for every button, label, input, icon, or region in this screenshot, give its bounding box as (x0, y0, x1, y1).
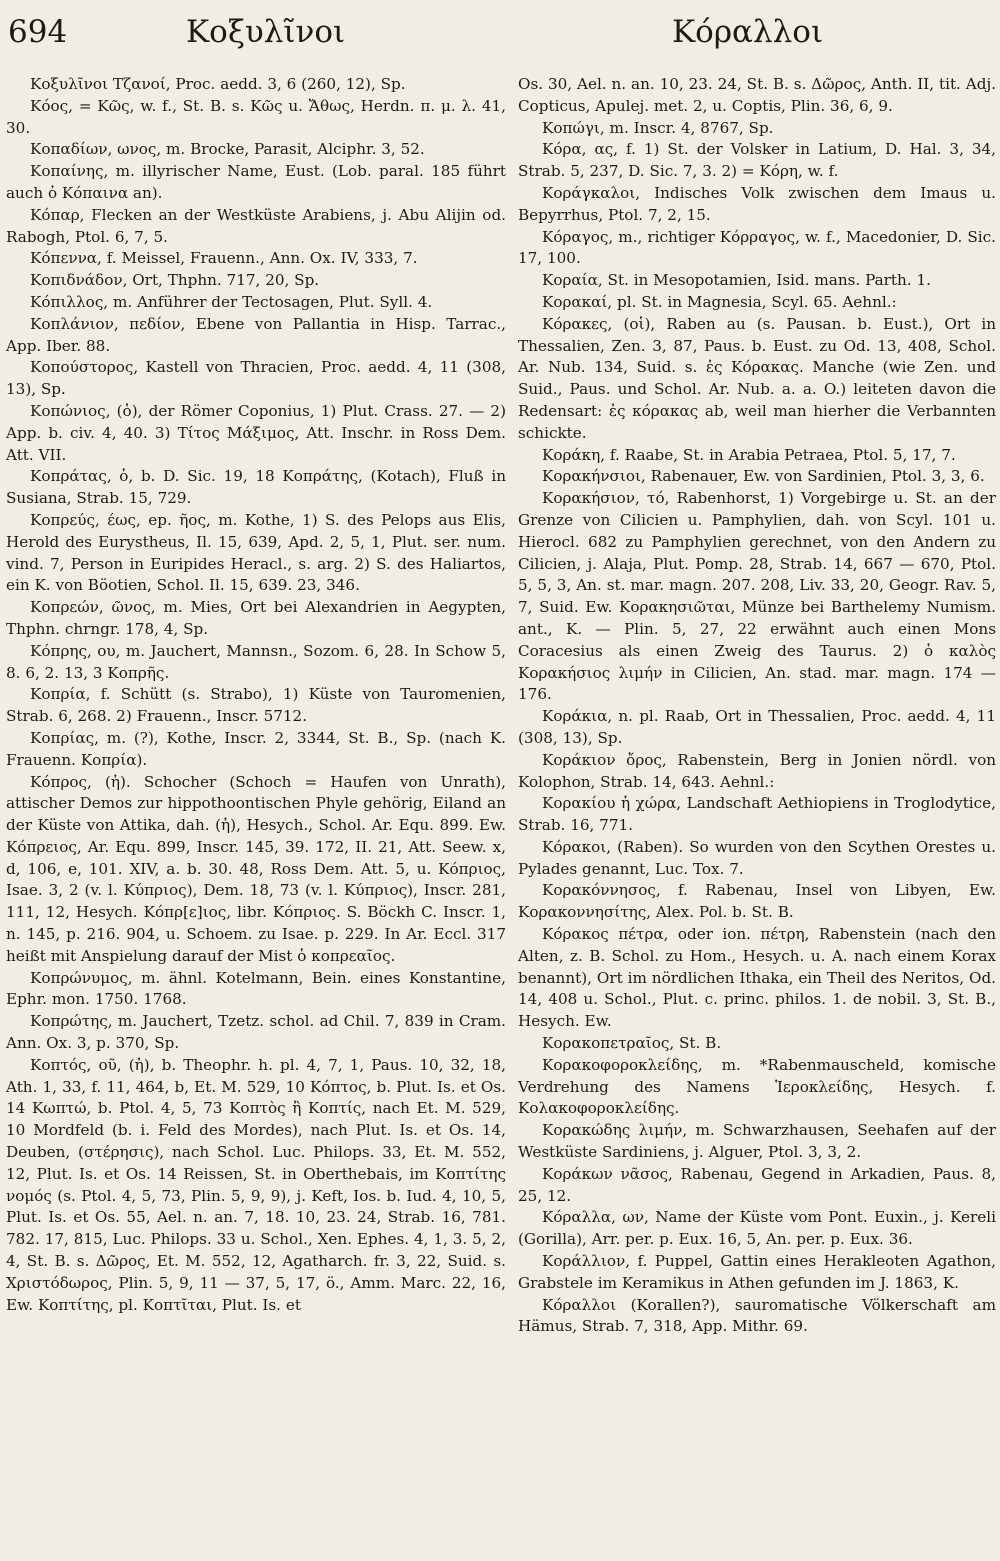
dictionary-entry: Κοπρία, f. Schütt (s. Strabo), 1) Küste von Tauromenien, Strab. 6, 268. 2) Frauenn., Inscr. 5712. (6, 685, 506, 726)
dictionary-entry: Κόπρης, ου, m. Jauchert, Mannsn., Sozom. 6, 28. In Schow 5, 8. 6, 2. 13, 3 Κοπρῆς. (6, 641, 506, 682)
dictionary-entry: Κόρακος πέτρα, oder ion. πέτρη, Rabenstein (nach den Alten, z. B. Schol. zu Hom., Hesych. u. A. nach einem Korax benannt), Ort im nördlichen Ithaka, ein Theil des Neritos, Od. 14, 408 u. Schol., Plut. c. princ. philos. 1. de nobil. 3, St. B., Hesych. Ew. (518, 925, 996, 1031)
dictionary-entry: Κοράκη, f. Raabe, St. in Arabia Petraea, Ptol. 5, 17, 7. (542, 445, 956, 464)
dictionary-entry: Κόπρος, (ἡ). Schocher (Schoch = Haufen von Unrath), attischer Demos zur hippothoontischen Phyle gehörig, Eiland an der Küste von Attika, dah. (ἡ), Hesych., Schol. Ar. Equ. 899. Ew. Κόπρειος, Ar. Equ. 899, Inscr. 145, 39. 172, II. 21, Att. Seew. x, d, 106, e, 101. XIV, a. b. 30. 48, Ross Dem. Att. 5, u. Κόπριος, Isae. 3, 2 (v. l. Κύπριος), Dem. 18, 73 (v. l. Κύπριος), Inscr. 281, 111, 12, Hesych. Κόπρ[ε]ιος, libr. Κόπριος. S. Böckh C. Inscr. 1, n. 145, p. 216. 904, u. Schoem. zu Isae. p. 229. In Ar. Eccl. 317 heißt mit Anspielung darauf der Mist ὁ κοπρεαῖος. (6, 772, 506, 965)
dictionary-entry: Κόρα, ας, f. 1) St. der Volsker in Latium, D. Hal. 3, 34, Strab. 5, 237, D. Sic. 7, 3. 2) = Κόρη, w. f. (518, 140, 996, 181)
dictionary-entry: Κορακώδης λιμήν, m. Schwarzhausen, Seehafen auf der Westküste Sardiniens, j. Alguer, Ptol. 3, 3, 2. (518, 1121, 996, 1162)
dictionary-entry: Κοξυλῖνοι Τζανοί, Proc. aedd. 3, 6 (260, 12), Sp. (30, 75, 406, 93)
dictionary-entry: Κορακήνσιοι, Rabenauer, Ew. von Sardinien, Ptol. 3, 3, 6. (542, 467, 985, 486)
dictionary-entry: Κόρακες, (οἱ), Raben au (s. Pausan. b. Eust.), Ort in Thessalien, Zen. 3, 87, Paus. b. Eust. zu Od. 13, 408, Schol. Ar. Nub. 134, Suid. s. ἐς Κόρακας. Manche (wie Zen. und Suid., Paus. und Schol. Ar. Nub. a. a. O.) leiteten davon die Redensart: ἐς κόρακας ab, weil man hierher die Verbannten schickte. (518, 314, 996, 442)
page-header (0, 0, 1000, 70)
dictionary-entry: Κοπρεύς, έως, ep. ῆος, m. Kothe, 1) S. des Pelops aus Elis, Herold des Eurystheus, Il. 15, 639, Apd. 2, 5, 1, Plut. ser. num. vind. 7, Person in Euripides Heracl., s. arg. 2) S. des Haliartos, ein K. von Böotien, Schol. Il. 15, 639. 23, 346. (6, 510, 506, 595)
dictionary-entry: Κοράκων νᾶσος, Rabenau, Gegend in Arkadien, Paus. 8, 25, 12. (518, 1164, 996, 1205)
dictionary-entry: Κοράκια, n. pl. Raab, Ort in Thessalien, Proc. aedd. 4, 11 (308, 13), Sp. (518, 707, 996, 747)
dictionary-entry: Κοπλάνιον, πεδίον, Ebene von Pallantia in Hisp. Tarrac., App. Iber. 88. (6, 314, 506, 355)
dictionary-entry: Κοπαδίων, ωνος, m. Brocke, Parasit, Alciphr. 3, 52. (30, 140, 425, 159)
page-number: 694 (8, 14, 68, 50)
dictionary-entry: Κόπεννα, f. Meissel, Frauenn., Ann. Ox. IV, 333, 7. (30, 249, 418, 268)
dictionary-entry: Κοραία, St. in Mesopotamien, Isid. mans. Parth. 1. (542, 271, 931, 290)
dictionary-entry: Κοπρεών, ῶνος, m. Mies, Ort bei Alexandrien in Aegypten, Thphn. chrngr. 178, 4, Sp. (6, 598, 506, 638)
dictionary-entry: Κορακήσιον, τό, Rabenhorst, 1) Vorgebirge u. St. an der Grenze von Cilicien u. Pamphylien, dah. von Scyl. 101 u. Hierocl. 682 zu Pamphylien gerechnet, von den Andern zu Cilicien, j. Alaja, Plut. Pomp. 28, Strab. 14, 667 — 670, Ptol. 5, 5, 3, An. st. mar. magn. 207. 208, Liv. 33, 20, Geogr. Rav. 5, 7, Suid. Ew. Κορακησιῶται, Münze bei Barthelemy Numism. ant., K. — Plin. 5, 27, 22 erwähnt auch einen Mons Coracesius als einen Zweig des Taurus. 2) ὁ καλὸς Κορακήσιος λιμήν in Cilicien, An. stad. mar. magn. 174 — 176. (518, 489, 996, 704)
dictionary-entry: Κορακοφορoκλείδης, m. *Rabenmauscheld, komische Verdrehung des Namens Ἱεροκλείδης, Hesych. f. Κολακοφορoκλείδης. (518, 1055, 996, 1118)
dictionary-entry: Κοπρίας, m. (?), Kothe, Inscr. 2, 3344, St. B., Sp. (nach K. Frauenn. Κοπρία). (6, 728, 506, 769)
dictionary-entry: Κορακίου ἡ χώρα, Landschaft Aethiopiens in Troglodytice, Strab. 16, 771. (518, 794, 996, 835)
dictionary-entry: Κορακαί, pl. St. in Magnesia, Scyl. 65. Aehnl.: (542, 292, 897, 311)
dictionary-entry: Κόπιλλος, m. Anführer der Tectosagen, Plut. Syll. 4. (30, 292, 433, 311)
dictionary-entry: Os. 30, Ael. n. an. 10, 23. 24, St. B. s. Δῶρος, Anth. II, tit. Adj. Copticus, Apulej. met. 2, u. Coptis, Plin. 36, 6, 9. (518, 75, 996, 115)
dictionary-entry: Κοράγκαλοι, Indisches Volk zwischen dem Imaus u. Bepyrrhus, Ptol. 7, 2, 15. (518, 183, 996, 224)
right-column (518, 74, 996, 1552)
dictionary-entry: Κόος, = Κῶς, w. f., St. B. s. Κῶς u. Ἄθως, Herdn. π. μ. λ. 41, 30. (6, 96, 506, 137)
dictionary-entry: Κοράλλιον, f. Puppel, Gattin eines Herakleoten Agathon, Grabstele im Keramikus in Athen gefunden im J. 1863, K. (518, 1252, 996, 1292)
dictionary-entry: Κορακοπετραῖος, St. B. (542, 1034, 722, 1053)
right-running-headword: Κόραλλοι (672, 14, 824, 50)
dictionary-entry: Κόραλλοι (Korallen?), sauromatische Völkerschaft am Hämus, Strab. 7, 318, App. Mithr. 69. (518, 1295, 996, 1336)
dictionary-entry: Κορακόννησος, f. Rabenau, Insel von Libyen, Ew. Κορακοννησίτης, Alex. Pol. b. St. B. (518, 881, 996, 922)
dictionary-entry: Κοπιδνάδον, Ort, Thphn. 717, 20, Sp. (30, 271, 320, 290)
dictionary-entry: Κοπώγι, m. Inscr. 4, 8767, Sp. (542, 118, 774, 137)
dictionary-entry: Κοπράτας, ὁ, b. D. Sic. 19, 18 Κοπράτης, (Kotach), Fluß in Susiana, Strab. 15, 729. (6, 467, 506, 508)
dictionary-entry: Κοπώνιος, (ὁ), der Römer Coponius, 1) Plut. Crass. 27. — 2) App. b. civ. 4, 40. 3) Τίτος Μάξιμος, Att. Inschr. in Ross Dem. Att. VII. (6, 401, 506, 464)
left-column (6, 74, 506, 1552)
dictionary-entry: Κοπαίνης, m. illyrischer Name, Eust. (Lob. paral. 185 führt auch ὁ Κόπαινα an). (6, 162, 506, 202)
left-running-headword: Κοξυλῖνοι (186, 14, 346, 50)
dictionary-entry: Κόρακοι, (Raben). So wurden von den Scythen Orestes u. Pylades genannt, Luc. Tox. 7. (518, 837, 996, 878)
dictionary-entry: Κόραλλα, ων, Name der Küste vom Pont. Euxin., j. Kereli (Gorilla), Arr. per. p. Eux. 16, 5, An. per. p. Eux. 36. (518, 1208, 996, 1249)
dictionary-entry: Κοράκιον ὄρος, Rabenstein, Berg in Jonien nördl. von Kolophon, Strab. 14, 643. Aehnl.: (518, 750, 996, 791)
dictionary-entry: Κόραγος, m., richtiger Κόρραγος, w. f., Macedonier, D. Sic. 17, 100. (518, 227, 996, 268)
dictionary-entry: Κοπτός, οῦ, (ἡ), b. Theophr. h. pl. 4, 7, 1, Paus. 10, 32, 18, Ath. 1, 33, f. 11, 464, b, Et. M. 529, 10 Κόπτος, b. Plut. Is. et Os. 14 Κωπτώ, b. Ptol. 4, 5, 73 Κοπτὸς ἢ Κοπτίς, nach Et. M. 529, 10 Mordfeld (b. i. Feld des Mordes), nach Plut. Is. et Os. 14, Deuben, (στέρησις), nach Schol. Luc. Philops. 33, Et. M. 552, 12, Plut. Is. et Os. 14 Reissen, St. in Oberthebais, im Κοπτίτης νομός (s. Ptol. 4, 5, 73, Plin. 5, 9, 9), j. Keft, Ios. b. Iud. 4, 10, 5, Plut. Is. et Os. 55, Ael. n. an. 7, 18. 10, 23. 24, Strab. 16, 781. 782. 17, 815, Luc. Philops. 33 u. Schol., Xen. Ephes. 4, 1, 3. 5, 2, 4, St. B. s. Δῶρος, Et. M. 552, 12, Agatharch. fr. 3, 22, Suid. s. Χριστόδωρος, Plin. 5, 9, 11 — 37, 5, 17, ö., Amm. Marc. 22, 16, Ew. Κοπτίτης, pl. Κοπτῖται, Plut. Is. et (6, 1055, 506, 1314)
dictionary-entry: Κόπαρ, Flecken an der Westküste Arabiens, j. Abu Alijin od. Rabogh, Ptol. 6, 7, 5. (6, 205, 506, 246)
dictionary-entry: Κοπρώτης, m. Jauchert, Tzetz. schol. ad Chil. 7, 839 in Cram. Ann. Ox. 3, p. 370, Sp. (6, 1012, 506, 1053)
dictionary-entry: Κοπρώνυμος, m. ähnl. Kotelmann, Bein. eines Konstantine, Ephr. mon. 1750. 1768. (6, 968, 506, 1009)
dictionary-entry: Κοπούστορος, Kastell von Thracien, Proc. aedd. 4, 11 (308, 13), Sp. (6, 358, 506, 399)
